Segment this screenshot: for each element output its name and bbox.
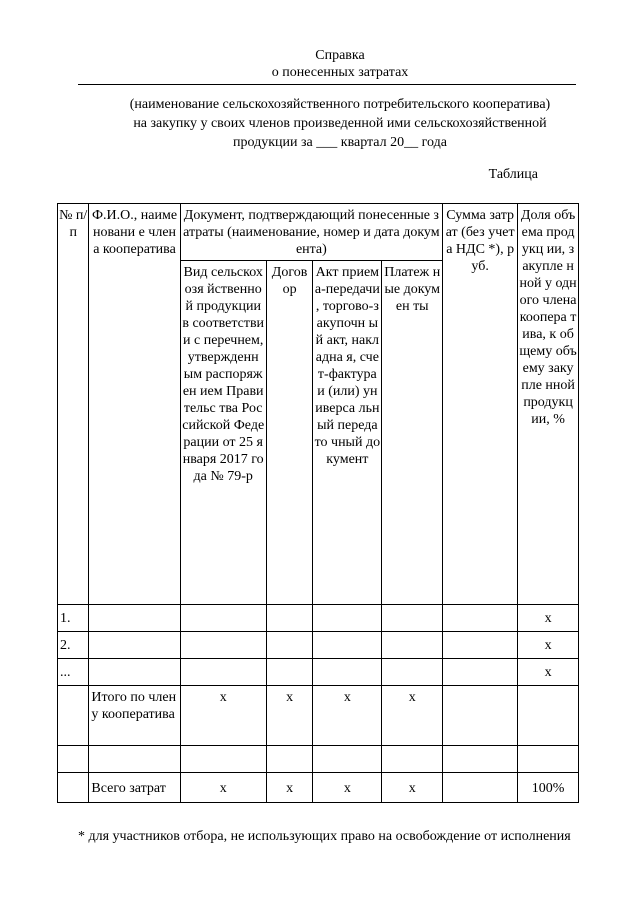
row-contract [266,605,313,632]
row-act: x [313,773,382,803]
header-num: № п/п [58,204,89,605]
row-sum [443,746,518,773]
row-num: 2. [58,632,89,659]
table-row [58,632,579,659]
row-num [58,773,89,803]
row-act: x [313,686,382,746]
row-product-kind: x [180,686,266,746]
row-product-kind [180,605,266,632]
row-product-kind: x [180,773,266,803]
header-payment: Платеж ные докумен ты [382,261,443,605]
member-subtotal-row [58,686,579,746]
header-act: Акт приема-передачи , торгово-закупочн ый акт, накладна я, счет-фактура и (или) универса льный передато чный документ [313,261,382,605]
row-sum [443,686,518,746]
table-row [58,746,579,773]
header-contract: Догов ор [266,261,313,605]
row-payment [382,659,443,686]
row-num [58,746,89,773]
purpose-line-1: на закупку у своих членов произведенной ими сельскохозяйственной [133,116,547,131]
row-share [518,686,579,746]
row-fio [89,605,180,632]
row-act [313,659,382,686]
row-fio [89,659,180,686]
header-row-top [58,204,579,261]
row-contract [266,632,313,659]
expense-table [57,203,579,803]
row-fio [89,632,180,659]
header-fio: Ф.И.О., наименовани е члена кооператива [89,204,180,605]
document-title: Справка [315,48,365,63]
row-act [313,632,382,659]
row-contract [266,659,313,686]
row-product-kind [180,659,266,686]
row-contract [266,746,313,773]
purpose-line-2: продукции за ___ квартал 20__ года [233,135,447,150]
row-share: 100% [518,773,579,803]
row-payment [382,746,443,773]
row-act [313,605,382,632]
row-sum [443,632,518,659]
row-sum [443,773,518,803]
row-fio: Всего затрат [89,773,180,803]
row-contract: x [266,773,313,803]
row-act [313,746,382,773]
grand-total-row [58,773,579,803]
row-product-kind [180,746,266,773]
organization-fill-line [78,84,576,85]
row-fio: Итого по члену кооператива [89,686,180,746]
row-num [58,686,89,746]
row-share: x [518,659,579,686]
header-document-group: Документ, подтверждающий понесенные затраты (наименование, номер и дата документа) [180,204,443,261]
table-row [58,659,579,686]
row-share [518,746,579,773]
row-sum [443,659,518,686]
row-fio [89,746,180,773]
document-subtitle: о понесенных затратах [271,65,409,80]
row-contract: x [266,686,313,746]
row-payment [382,605,443,632]
footnote: * для участников отбора, не использующих право на освобождение от исполнения [78,829,571,844]
row-share: x [518,632,579,659]
table-label: Таблица [488,167,538,182]
row-share: x [518,605,579,632]
row-payment [382,632,443,659]
row-payment: x [382,686,443,746]
row-num: 1. [58,605,89,632]
row-product-kind [180,632,266,659]
header-share: Доля объема продукц ии, закупле нной у одного члена коопера тива, к общему объему закупле нной продукц ии, % [518,204,579,605]
table-row [58,605,579,632]
row-sum [443,605,518,632]
organization-caption: (наименование сельскохозяйственного потребительского кооператива) [129,97,551,112]
row-payment: x [382,773,443,803]
header-product-kind: Вид сельскохозя йственной продукции в соответстви и с перечнем, утвержденн ым распоряжен ием Правительс тва Российской Федерации от 25 января 2017 года № 79-р [180,261,266,605]
row-num: ... [58,659,89,686]
header-sum: Сумма затрат (без учета НДС *), руб. [443,204,518,605]
